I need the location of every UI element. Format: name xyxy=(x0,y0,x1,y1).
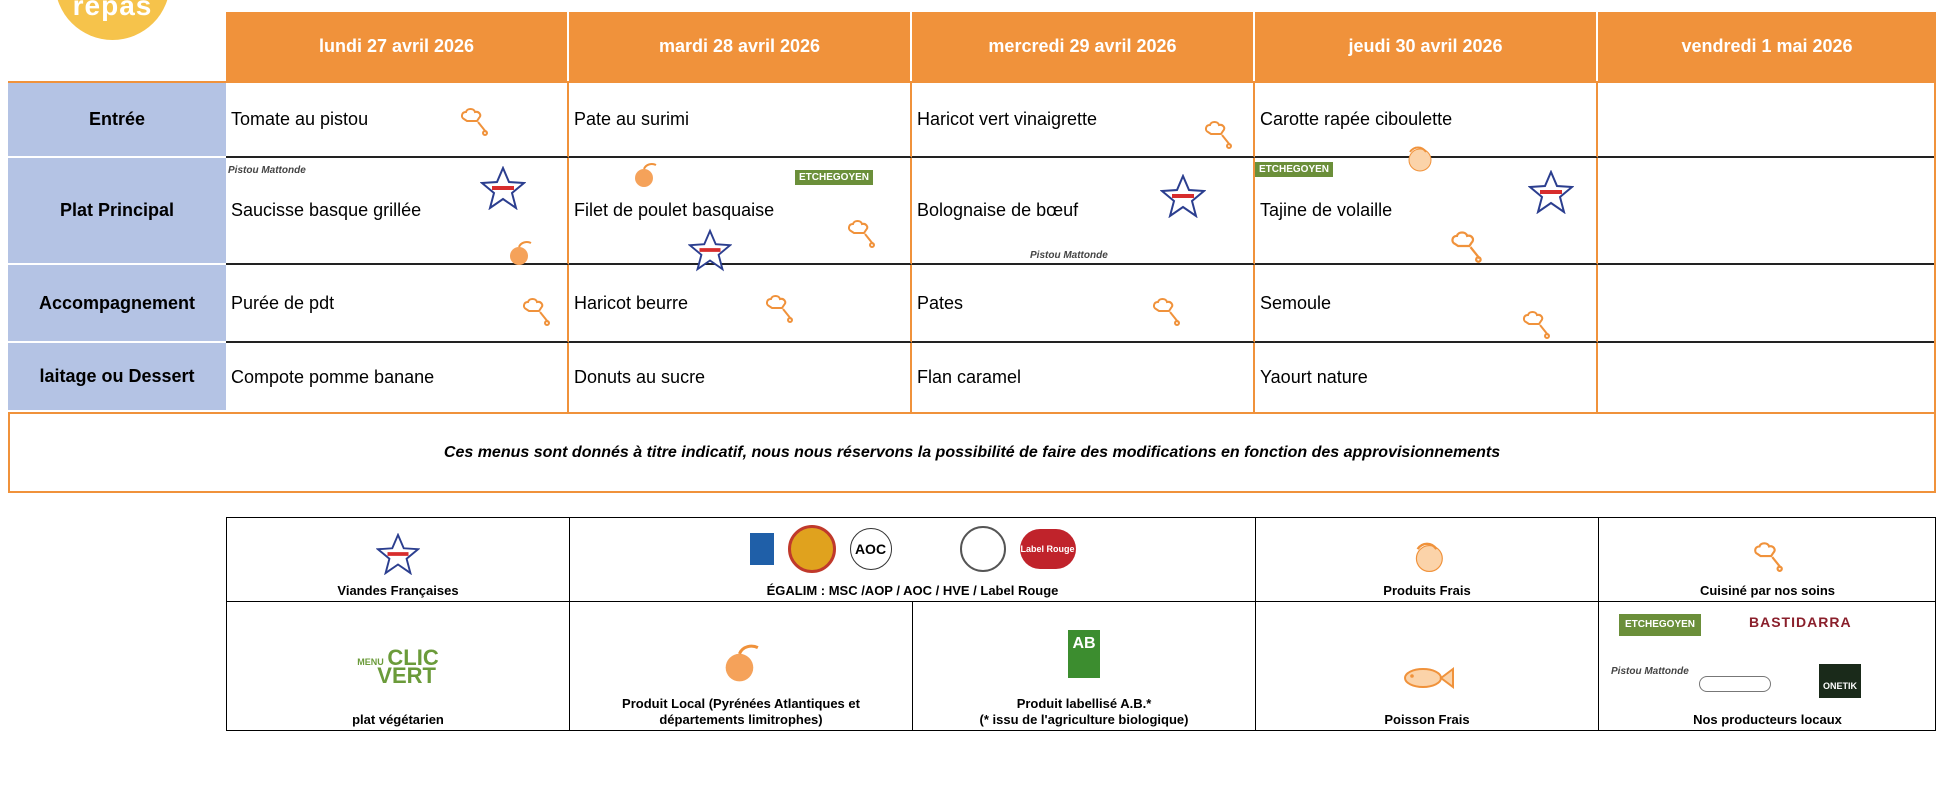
legend-frais xyxy=(1256,518,1599,602)
row-label-dessert: laitage ou Dessert xyxy=(8,343,226,412)
chef-hat-icon xyxy=(1751,539,1785,573)
chef-hat-icon xyxy=(1202,118,1234,150)
row-label-accompagnement: Accompagnement xyxy=(8,265,226,343)
menu-cell: Tomate au pistou xyxy=(226,83,569,158)
day-header: mercredi 29 avril 2026 xyxy=(912,12,1255,81)
etchegoyen-producer-logo: ETCHEGOYEN xyxy=(795,170,873,185)
legend-label: Viandes Françaises xyxy=(337,583,459,598)
menu-cell: Semoule xyxy=(1255,265,1598,343)
chef-hat-icon xyxy=(763,292,795,324)
viandes-francaises-icon xyxy=(1160,174,1206,218)
legend-ab xyxy=(913,602,1256,730)
menu-cell xyxy=(1598,265,1934,343)
menu-cell: Donuts au sucre xyxy=(569,343,912,412)
legend-label: ÉGALIM : MSC /AOP / AOC / HVE / Label Rouge xyxy=(766,583,1059,598)
legend-label: Poisson Frais xyxy=(1384,712,1470,727)
legend-local xyxy=(570,602,913,730)
menu-cell: Filet de poulet basquaise xyxy=(569,158,912,265)
viandes-francaises-icon xyxy=(376,533,420,575)
aoc-icon: AOC xyxy=(850,528,892,570)
pistou-producer-logo: Pistou Mattonde xyxy=(228,165,306,176)
ab-bio-icon: AB xyxy=(1068,630,1100,678)
apple-icon xyxy=(505,238,535,268)
menu-cell: Haricot beurre xyxy=(569,265,912,343)
onetik-producer-logo: ONETIK xyxy=(1819,664,1861,698)
day-header: vendredi 1 mai 2026 xyxy=(1598,12,1936,81)
legend-viandes xyxy=(227,518,570,602)
chef-hat-icon xyxy=(458,105,490,137)
menu-cell: Compote pomme banane xyxy=(226,343,569,412)
etchegoyen-producer-logo: ETCHEGOYEN xyxy=(1619,614,1701,636)
etchegoyen-producer-logo: ETCHEGOYEN xyxy=(1255,162,1333,177)
egalim-logos xyxy=(750,525,1076,573)
legend-vegetarien xyxy=(227,602,570,730)
menu-cell xyxy=(1598,343,1934,412)
chef-hat-icon xyxy=(1448,228,1484,264)
viandes-francaises-icon xyxy=(688,228,732,272)
day-header: lundi 27 avril 2026 xyxy=(226,12,569,81)
menu-cell: Haricot vert vinaigrette xyxy=(912,83,1255,158)
spacer xyxy=(848,218,849,219)
fish-icon xyxy=(1397,662,1457,694)
chef-hat-icon xyxy=(845,217,877,249)
clic-vert-icon: MENU CLIC VERT xyxy=(357,645,439,688)
legend-cuisine xyxy=(1599,518,1936,602)
legend-label: Nos producteurs locaux xyxy=(1693,712,1842,727)
legend-label: (* issu de l'agriculture biologique) xyxy=(979,712,1189,727)
logo-text: repas xyxy=(72,0,153,21)
menu-cell xyxy=(1598,83,1934,158)
legend-label: départements limitrophes) xyxy=(659,712,823,727)
legend-table xyxy=(226,517,1936,731)
fresh-produce-icon xyxy=(1398,140,1438,174)
legend-label: Cuisiné par nos soins xyxy=(1699,583,1836,598)
menu-cell: Flan caramel xyxy=(912,343,1255,412)
label-rouge-icon: Label Rouge xyxy=(1020,529,1076,569)
viandes-francaises-icon xyxy=(480,166,526,210)
row-label-plat: Plat Principal xyxy=(8,158,226,265)
menu-cell: Yaourt nature xyxy=(1255,343,1598,412)
chef-hat-icon xyxy=(1520,308,1552,340)
chef-hat-icon xyxy=(520,295,552,327)
menu-cell: Saucisse basque grillée xyxy=(226,158,569,265)
menu-cell: Purée de pdt xyxy=(226,265,569,343)
day-header: mardi 28 avril 2026 xyxy=(569,12,912,81)
legend-label: Produit Local (Pyrénées Atlantiques et xyxy=(622,696,860,711)
chef-hat-icon xyxy=(1150,295,1182,327)
row-label-entree: Entrée xyxy=(8,83,226,158)
pistou-producer-logo: Pistou Mattonde xyxy=(1030,250,1108,261)
menu-cell xyxy=(1598,158,1934,265)
legend-producteurs xyxy=(1599,602,1936,730)
aop-icon xyxy=(788,525,836,573)
menu-cell: Pates xyxy=(912,265,1255,343)
menu-cell: Tajine de volaille xyxy=(1255,158,1598,265)
legend-egalim xyxy=(570,518,1256,602)
bastidarra-producer-logo: BASTIDARRA xyxy=(1749,614,1852,630)
disclaimer-note: Ces menus sont donnés à titre indicatif, nous nous réservons la possibilité de faire des modifications en fonction des approvisionnements xyxy=(8,414,1936,493)
fresh-produce-icon xyxy=(1402,535,1452,575)
producer-logo xyxy=(1699,676,1771,692)
legend-label: Produit labellisé A.B.* xyxy=(1016,696,1152,711)
menu-cell: Bolognaise de bœuf xyxy=(912,158,1255,265)
legend-label: plat végétarien xyxy=(352,712,444,727)
menu-cell: Pate au surimi xyxy=(569,83,912,158)
legend-poisson xyxy=(1256,602,1599,730)
apple-icon xyxy=(716,640,766,686)
logo xyxy=(55,0,170,40)
day-header: jeudi 30 avril 2026 xyxy=(1255,12,1598,81)
msc-icon xyxy=(750,533,774,565)
viandes-francaises-icon xyxy=(1528,170,1574,214)
legend-label: Produits Frais xyxy=(1383,583,1471,598)
hve-icon xyxy=(960,526,1006,572)
pistou-producer-logo: Pistou Mattonde xyxy=(1611,666,1689,677)
menu-cell: Carotte rapée ciboulette xyxy=(1255,83,1598,158)
spacer xyxy=(910,219,911,220)
apple-icon xyxy=(630,160,660,190)
